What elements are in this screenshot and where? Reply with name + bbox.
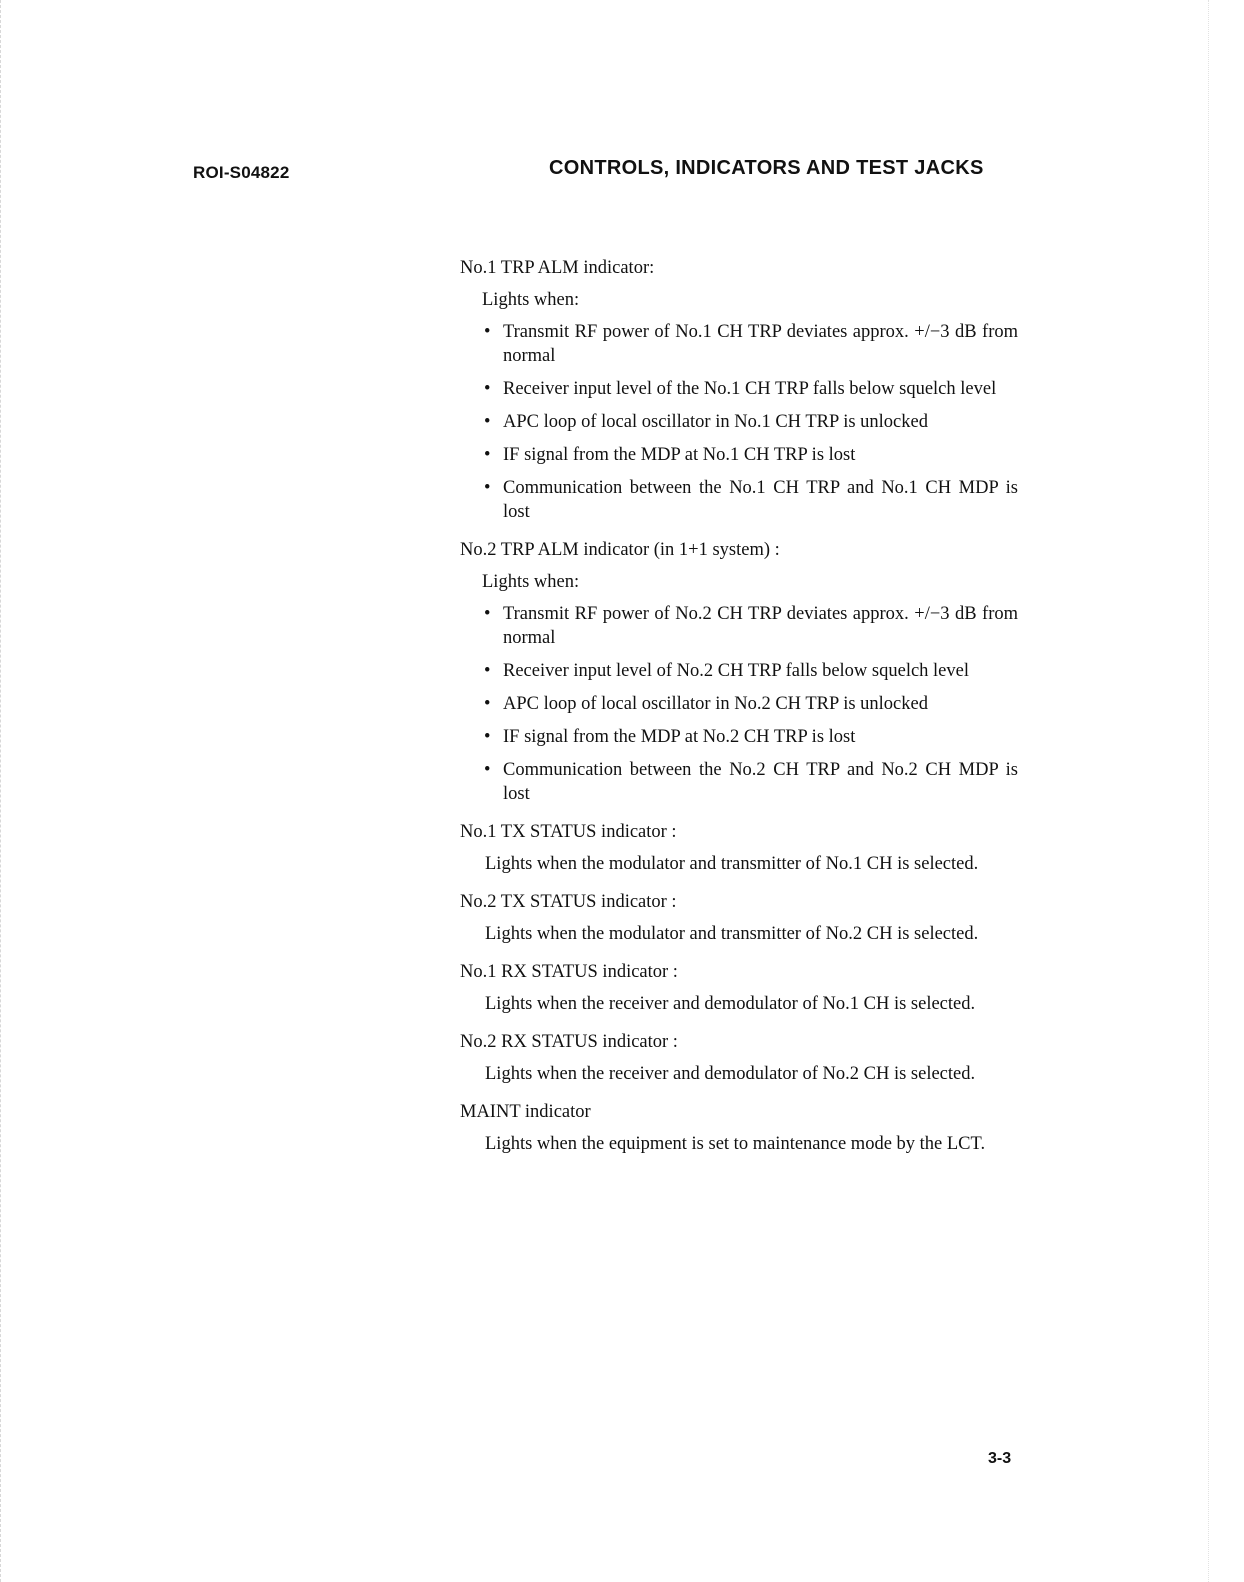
list-item: • Communication between the No.2 CH TRP and No.2 CH MDP is lost — [484, 760, 1018, 804]
section-title: No.1 TRP ALM indicator: — [460, 258, 655, 278]
bullet-icon: • — [484, 412, 491, 432]
list-item: • IF signal from the MDP at No.2 CH TRP is lost — [484, 727, 856, 747]
bullet-icon: • — [484, 379, 491, 399]
bullet-icon: • — [484, 727, 491, 747]
list-item: • Receiver input level of No.2 CH TRP falls below squelch level — [484, 661, 969, 681]
section-no2-trp-alm — [460, 538, 1018, 806]
bullet-icon: • — [484, 322, 491, 342]
section-title: No.2 TX STATUS indicator : — [460, 892, 677, 912]
section-no1-rx-status — [460, 960, 1018, 1016]
bullet-icon: • — [484, 445, 491, 465]
list-item: • Communication between the No.1 CH TRP and No.1 CH MDP is lost — [484, 478, 1018, 522]
scan-edge-right — [1208, 0, 1211, 1582]
section-no2-rx-status — [460, 1030, 1018, 1086]
list-item: • IF signal from the MDP at No.1 CH TRP is lost — [484, 445, 856, 465]
page-content — [460, 256, 1018, 1156]
section-maint — [460, 1100, 1018, 1156]
section-title: No.2 TRP ALM indicator (in 1+1 system) : — [460, 540, 780, 560]
section-title: No.1 RX STATUS indicator : — [460, 962, 678, 982]
bullet-list — [460, 602, 1018, 806]
page-number: 3-3 — [988, 1450, 1012, 1467]
bullet-list — [460, 320, 1018, 524]
section-description: Lights when the modulator and transmitter of No.1 CH is selected. — [485, 854, 979, 874]
section-description: Lights when the receiver and demodulator of No.2 CH is selected. — [485, 1064, 976, 1084]
section-lead: Lights when: — [482, 572, 580, 592]
bullet-icon: • — [484, 604, 491, 624]
section-no1-tx-status — [460, 820, 1018, 876]
list-item: • Transmit RF power of No.2 CH TRP deviates approx. +/−3 dB from normal — [484, 604, 1018, 648]
page-title: CONTROLS, INDICATORS AND TEST JACKS — [549, 157, 984, 179]
scan-edge-left — [0, 0, 3, 1582]
section-title: MAINT indicator — [460, 1102, 591, 1122]
list-item: • APC loop of local oscillator in No.2 CH TRP is unlocked — [484, 694, 928, 714]
list-item: • APC loop of local oscillator in No.1 CH TRP is unlocked — [484, 412, 928, 432]
section-description: Lights when the modulator and transmitter of No.2 CH is selected. — [485, 924, 979, 944]
bullet-icon: • — [484, 694, 491, 714]
document-code: ROI-S04822 — [193, 163, 290, 182]
section-title: No.1 TX STATUS indicator : — [460, 822, 677, 842]
bullet-icon: • — [484, 760, 491, 780]
section-title: No.2 RX STATUS indicator : — [460, 1032, 678, 1052]
section-description: Lights when the equipment is set to maintenance mode by the LCT. — [485, 1134, 986, 1154]
section-no1-trp-alm — [460, 256, 1018, 524]
bullet-icon: • — [484, 478, 491, 498]
section-description: Lights when the receiver and demodulator of No.1 CH is selected. — [485, 994, 976, 1014]
list-item: • Transmit RF power of No.1 CH TRP deviates approx. +/−3 dB from normal — [484, 322, 1018, 366]
section-lead: Lights when: — [482, 290, 580, 310]
bullet-icon: • — [484, 661, 491, 681]
list-item: • Receiver input level of the No.1 CH TRP falls below squelch level — [484, 379, 997, 399]
section-no2-tx-status — [460, 890, 1018, 946]
